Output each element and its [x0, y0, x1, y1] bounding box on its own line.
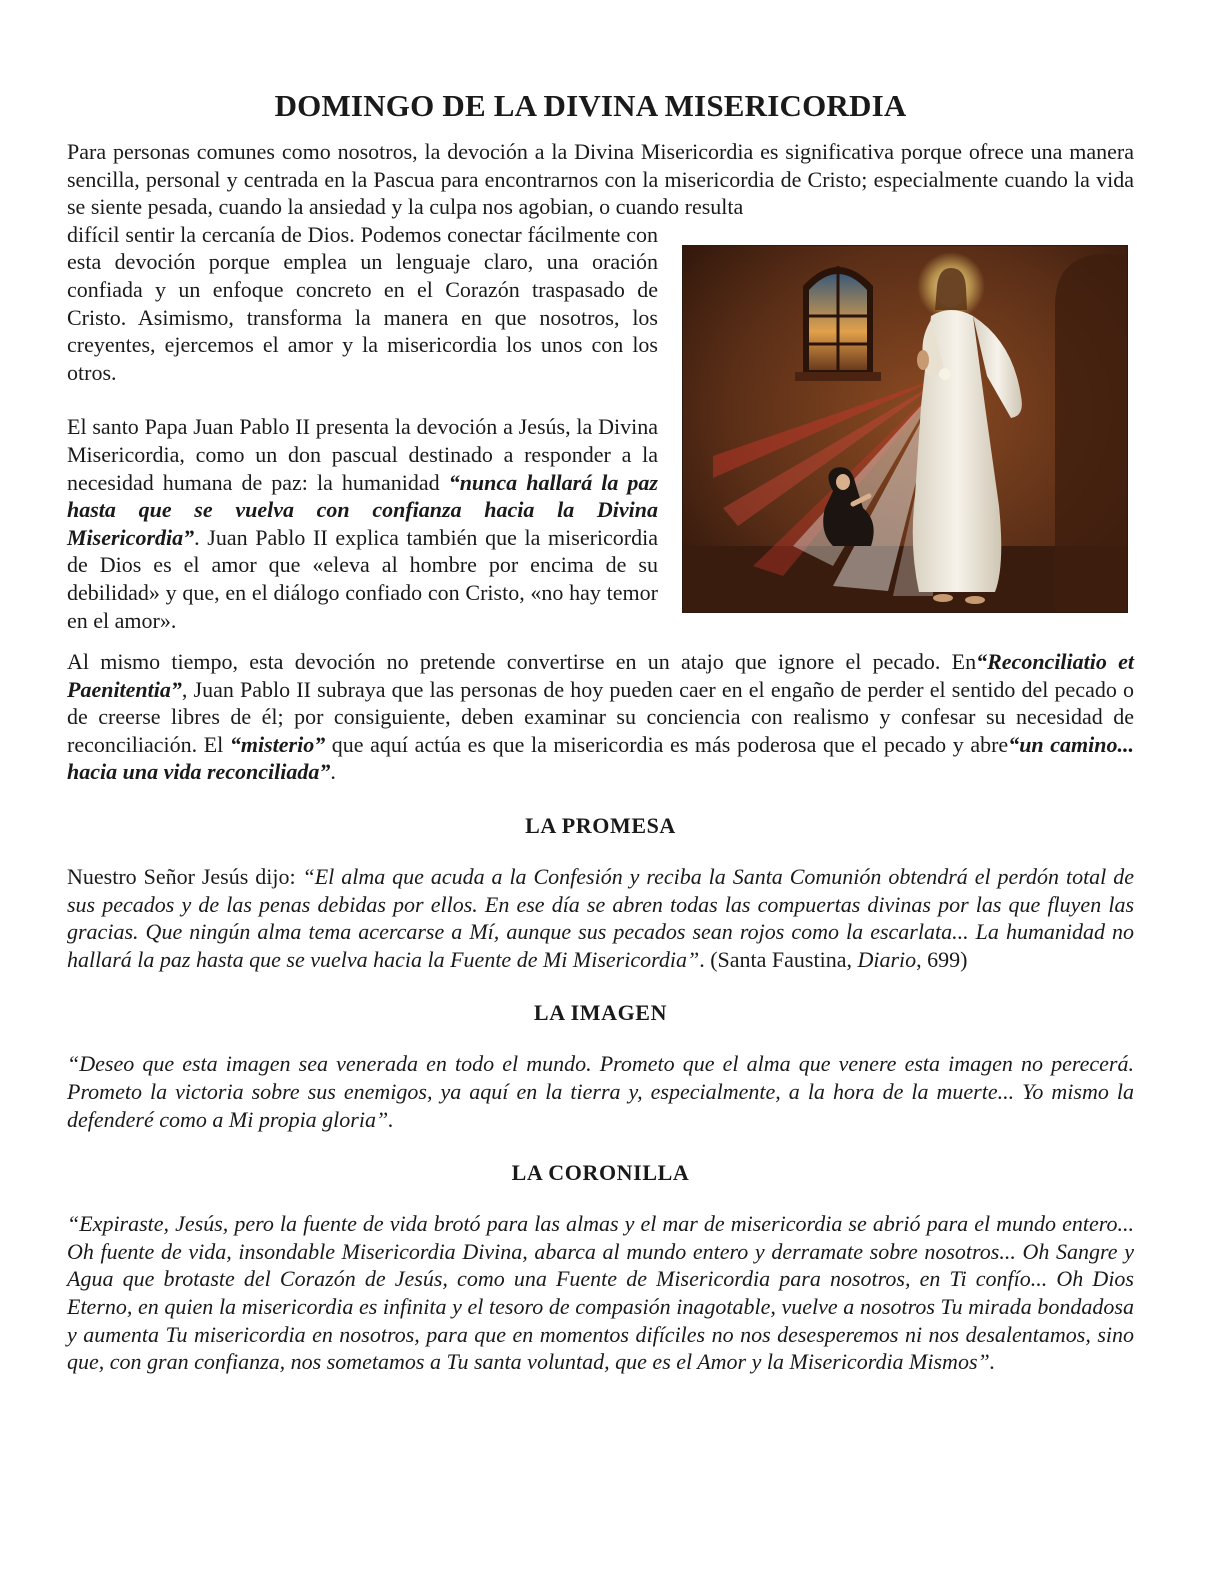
p3-text-b: , Juan Pablo II subraya que las personas de hoy pueden caer en el engaño de perder el sentido del pecado o de creerse libres de él; por consiguiente, deben examinar su conciencia con realismo y confesar su necesidad de reconciliación. El [67, 676, 1134, 757]
intro-paragraph-rest: difícil sentir la cercanía de Dios. Podemos conectar fácilmente con esta devoción porque emplea un lenguaje claro, una oración confiada y un enfoque concreto en el Corazón traspasado de Cristo. Asimismo, transforma la manera en que nosotros, los creyentes, ejercemos el amor y la misericordia los unos con los otros. [67, 221, 658, 385]
p2-quote: “nunca hallará la paz hasta que se vuelva con confianza hacia la Divina Misericordia” [67, 469, 658, 550]
intro-paragraph-3 [67, 648, 1134, 786]
p3-document-title: “Reconciliatio et Paenitentia” [67, 649, 1134, 702]
heading-coronilla: LA CORONILLA [511, 1160, 690, 1186]
p3-end: . [330, 759, 336, 785]
p3-quote: “un camino... hacia una vida reconciliada” [67, 731, 1134, 785]
promesa-cite-book: Diario [857, 946, 917, 972]
page-title: DOMINGO DE LA DIVINA MISERICORDIA [274, 88, 907, 123]
imagen-quote: “Deseo que esta imagen sea venerada en todo el mundo. Prometo que el alma que venere esta imagen no perecerá. Prometo la victoria sobre sus enemigos, ya aquí en la tierra y, especialmente, a la hora de la muerte... Yo mismo la defenderé como a Mi propia gloria”. [67, 1051, 1134, 1132]
p3-text-a: Al mismo tiempo, esta devoción no pretende convertirse en un atajo que ignore el pecado. En [67, 649, 977, 675]
painting-arch [1055, 254, 1127, 612]
promesa-cite-a: . (Santa Faustina, [699, 946, 858, 972]
intro-paragraph-top: Para personas comunes como nosotros, la devoción a la Divina Misericordia es significativa porque ofrece una manera sencilla, personal y centrada en la Pascua para encontrarnos con la misericordia de Cristo; especialmente cuando la vida se siente pesada, cuando la ansiedad y la culpa nos agobian, o cuando resulta [67, 139, 1134, 220]
heading-promesa: LA PROMESA [525, 813, 676, 839]
p2-text-b: . Juan Pablo II explica también que la misericordia de Dios es el amor que «eleva al hombre por encima de su debilidad» y que, en el diálogo confiado con Cristo, «no hay temor en el amor». [67, 524, 658, 633]
promesa-paragraph [67, 863, 1134, 973]
promesa-quote: “El alma que acuda a la Confesión y reciba la Santa Comunión obtendrá el perdón total de sus pecados y de las penas debidas por ellos. En ese día se abren todas las compuertas divinas por las que fluyen las gracias. Que ningún alma tema acercarse a Mí, aunque sus pecados sean rojos como la escarlata... La humanidad no hallará la paz hasta que se vuelva hacia la Fuente de Mi Misericordia” [67, 864, 1134, 972]
p3-text-c: que aquí actúa es que la misericordia es más poderosa que el pecado y abre [325, 731, 1009, 757]
document-page [67, 88, 1134, 1376]
p2-text-a: El santo Papa Juan Pablo II presenta la devoción a Jesús, la Divina Misericordia, como un don pascual destinado a responder a la necesidad humana de paz: la humanidad [67, 414, 658, 495]
heading-imagen: LA IMAGEN [533, 1000, 668, 1026]
window-icon [795, 266, 881, 381]
intro-with-image [67, 221, 1134, 634]
promesa-lead: Nuestro Señor Jesús dijo: [67, 864, 303, 890]
divine-mercy-painting-icon [683, 246, 1127, 612]
coronilla-quote: “Expiraste, Jesús, pero la fuente de vida brotó para las almas y el mar de misericordia se abrió para el mundo entero... Oh fuente de vida, insondable Misericordia Divina, abarca al mundo entero y derramate sobre nosotros... Oh Sangre y Agua que brotaste del Corazón de Jesús, como una Fuente de Misericordia para nosotros, en Ti confío... Oh Dios Eterno, en quien la misericordia es infinita y el tesoro de compasión inagotable, vuelve a nosotros Tu mirada bondadosa y aumenta Tu misericordia en nosotros, para que en momentos difíciles no nos desesperemos ni nos desalentamos, sino que, con gran confianza, nos sometamos a Tu santa voluntad, que es el Amor y la Misericordia Mismos”. [67, 1211, 1134, 1375]
divine-mercy-painting [682, 245, 1128, 613]
promesa-cite-b: , 699) [916, 946, 968, 972]
p3-misterio: “misterio” [229, 731, 326, 757]
